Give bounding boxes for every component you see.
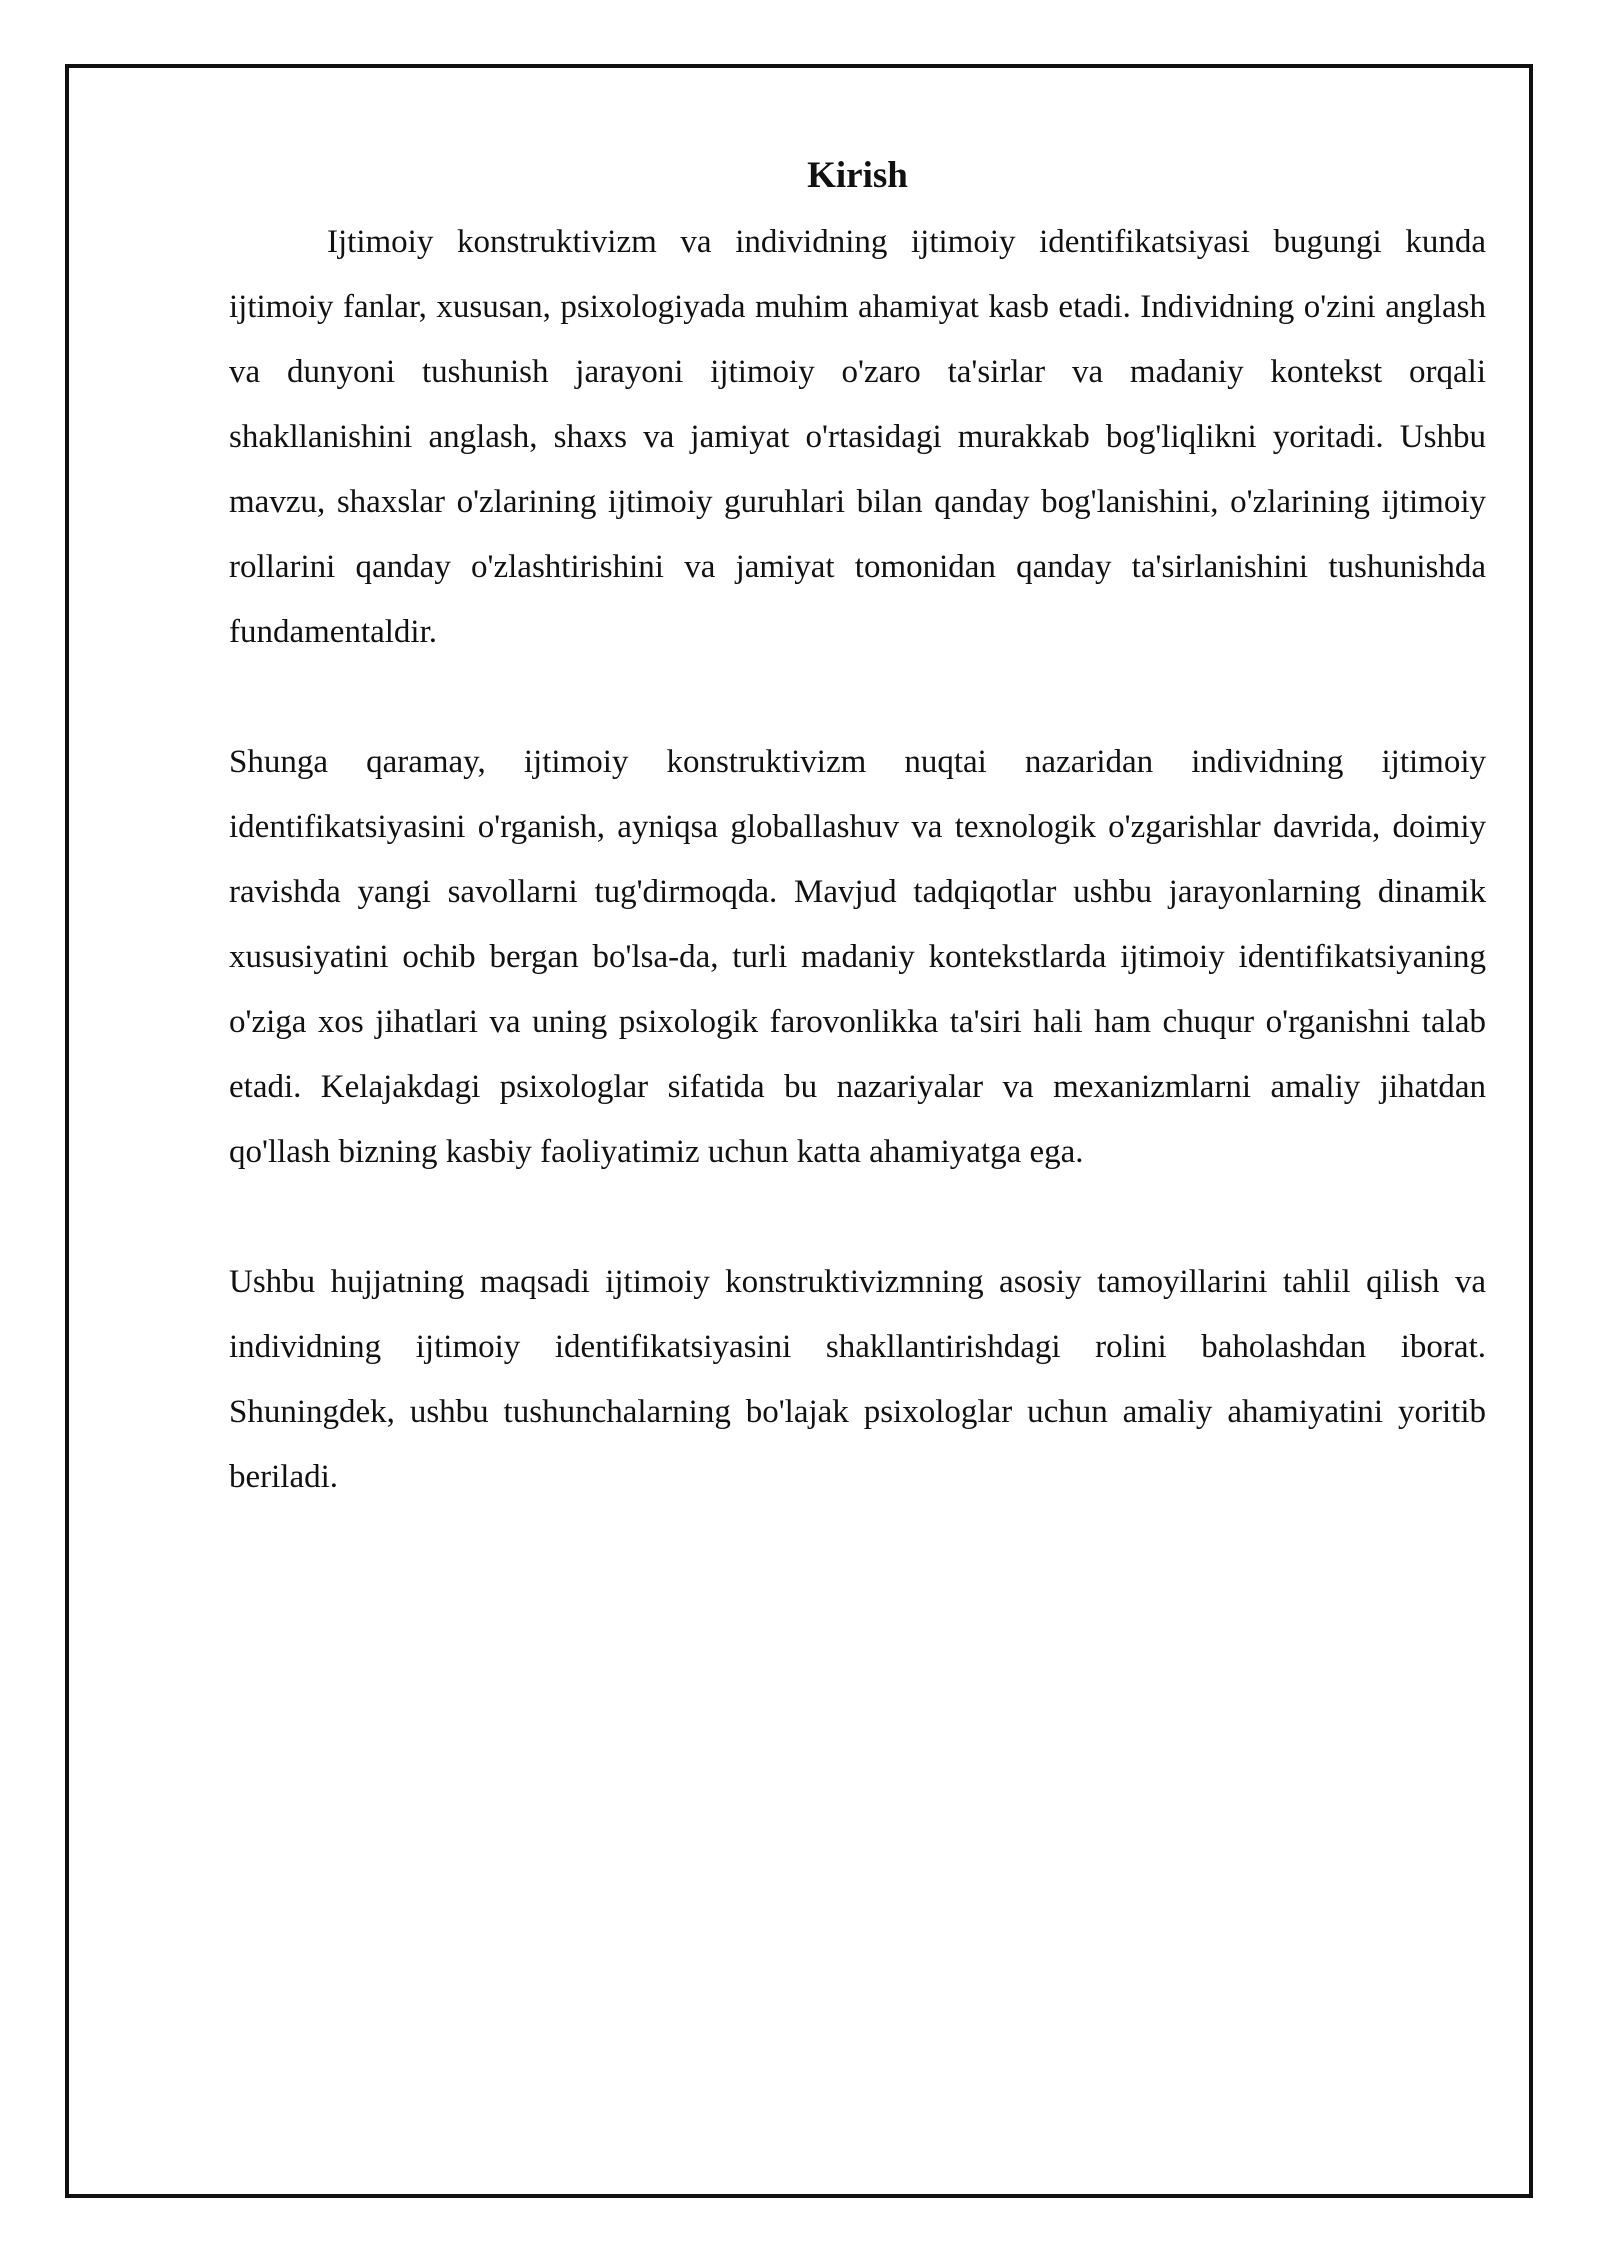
paragraph-3: Ushbu hujjatning maqsadi ijtimoiy konstruktivizmning asosiy tamoyillarini tahlil qilish va individning ijtimoiy identifikatsiyasini shakllantirishdagi rolini baholashdan iborat. Shuningdek, ushbu tushunchalarning bo'lajak psixologlar uchun amaliy ahamiyatini yoritib beriladi. [229, 1264, 1486, 1495]
paragraph-spacer [229, 665, 1486, 730]
paragraph-spacer [229, 1185, 1486, 1250]
page-title: Kirish [807, 155, 908, 196]
document-body [229, 150, 1486, 1510]
paragraph-2: Shunga qaramay, ijtimoiy konstruktivizm nuqtai nazaridan individning ijtimoiy identifikatsiyasini o'rganish, ayniqsa globallashuv va texnologik o'zgarishlar davrida, doimiy ravishda yangi savollarni tug'dirmoqda. Mavjud tadqiqotlar ushbu jarayonlarning dinamik xususiyatini ochib bergan bo'lsa-da, turli madaniy kontekstlarda ijtimoiy identifikatsiyaning o'ziga xos jihatlari va uning psixologik farovonlikka ta'siri hali ham chuqur o'rganishni talab etadi. Kelajakdagi psixologlar sifatida bu nazariyalar va mexanizmlarni amaliy jihatdan qo'llash bizning kasbiy faoliyatimiz uchun katta ahamiyatga ega. [229, 744, 1486, 1170]
paragraph-1: Ijtimoiy konstruktivizm va individning ijtimoiy identifikatsiyasi bugungi kunda ijtimoiy fanlar, xususan, psixologiyada muhim ahamiyat kasb etadi. Individning o'zini anglash va dunyoni tushunish jarayoni ijtimoiy o'zaro ta'sirlar va madaniy kontekst orqali shakllanishini anglash, shaxs va jamiyat o'rtasidagi murakkab bog'liqlikni yoritadi. Ushbu mavzu, shaxslar o'zlarining ijtimoiy guruhlari bilan qanday bog'lanishini, o'zlarining ijtimoiy rollarini qanday o'zlashtirishini va jamiyat tomonidan qanday ta'sirlanishini tushunishda fundamentaldir. [229, 224, 1486, 650]
